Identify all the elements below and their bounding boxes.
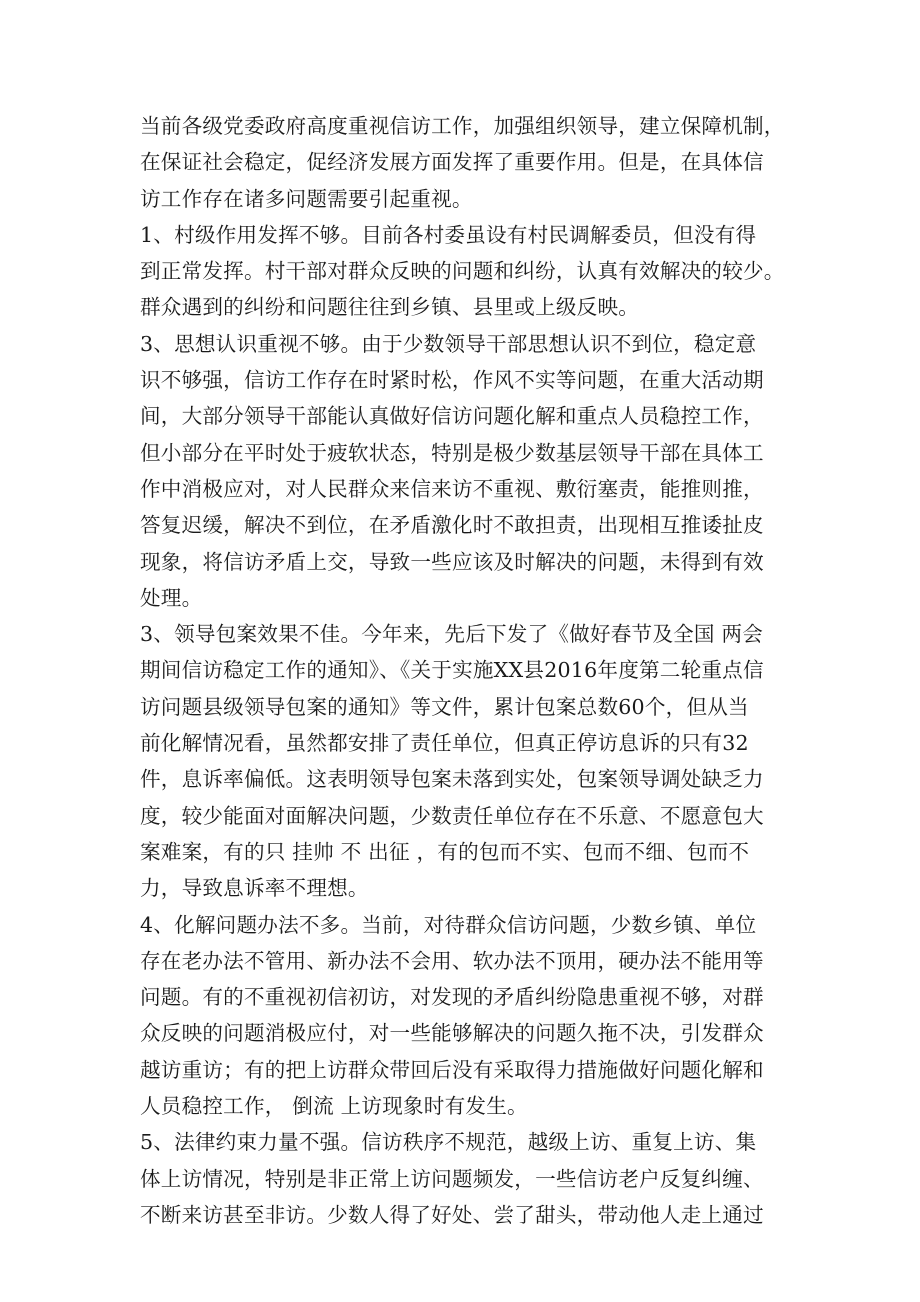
- text-line: 不断来访甚至非访。少数人得了好处、尝了甜头，带动他人走上通过: [140, 1202, 764, 1227]
- text-line: 3、思想认识重视不够。由于少数领导干部思想认识不到位，稳定意: [140, 331, 757, 356]
- text-line: 力，导致息诉率不理想。: [140, 876, 369, 901]
- text-line: 度，较少能面对面解决问题，少数责任单位存在不乐意、不愿意包大: [140, 803, 764, 828]
- text-line: 前化解情况看，虽然都安排了责任单位，但真正停访息诉的只有32: [140, 731, 749, 756]
- text-line: 期间信访稳定工作的通知》、《关于实施XX县2016年度第二轮重点信: [140, 658, 764, 683]
- text-line: 识不够强，信访工作存在时紧时松，作风不实等问题，在重大活动期: [140, 368, 764, 393]
- text-line: 答复迟缓，解决不到位，在矛盾激化时不敢担责，出现相互推诿扯皮: [140, 513, 764, 538]
- text-line: 3、领导包案效果不佳。今年来，先后下发了《做好春节及全国 两会: [140, 622, 764, 647]
- text-line: 现象，将信访矛盾上交，导致一些应该及时解决的问题，未得到有效: [140, 549, 764, 574]
- text-line: 群众遇到的纠纷和问题往往到乡镇、县里或上级反映。: [140, 295, 640, 320]
- text-line: 案难案，有的只 挂帅 不 出征 ，有的包而不实、包而不细、包而不: [140, 839, 750, 864]
- text-line: 间，大部分领导干部能认真做好信访问题化解和重点人员稳控工作，: [140, 404, 764, 429]
- text-line: 访工作存在诸多问题需要引起重视。: [140, 186, 473, 211]
- text-line: 众反映的问题消极应付，对一些能够解决的问题久拖不决，引发群众: [140, 1021, 764, 1046]
- text-line: 问题。有的不重视初信初访，对发现的矛盾纠纷隐患重视不够，对群: [140, 985, 764, 1010]
- text-line: 处理。: [140, 585, 203, 610]
- text-line: 在保证社会稳定，促经济发展方面发挥了重要作用。但是，在具体信: [140, 150, 764, 175]
- text-line: 当前各级党委政府高度重视信访工作，加强组织领导，建立保障机制，: [140, 114, 785, 138]
- text-line: 但小部分在平时处于疲软状态，特别是极少数基层领导干部在具体工: [140, 440, 764, 465]
- text-line: 到正常发挥。村干部对群众反映的问题和纠纷，认真有效解决的较少。: [140, 259, 785, 284]
- text-line: 人员稳控工作， 倒流 上访现象时有发生。: [140, 1094, 528, 1119]
- document-body: [140, 108, 790, 1233]
- text-line: 作中消极应对，对人民群众来信来访不重视、敷衍塞责，能推则推，: [140, 476, 764, 501]
- text-line: 体上访情况，特别是非正常上访问题频发，一些信访老户反复纠缠、: [140, 1166, 764, 1191]
- text-line: 访问题县级领导包案的通知》等文件，累计包案总数60个，但从当: [140, 694, 749, 719]
- text-line: 1、村级作用发挥不够。目前各村委虽设有村民调解委员，但没有得: [140, 222, 757, 247]
- text-line: 4、化解问题办法不多。当前，对待群众信访问题，少数乡镇、单位: [140, 912, 757, 937]
- text-line: 越访重访；有的把上访群众带回后没有采取得力措施做好问题化解和: [140, 1057, 764, 1082]
- text-line: 件，息诉率偏低。这表明领导包案未落到实处，包案领导调处缺乏力: [140, 767, 764, 792]
- text-line: 5、法律约束力量不强。信访秩序不规范，越级上访、重复上访、集: [140, 1130, 757, 1155]
- text-line: 存在老办法不管用、新办法不会用、软办法不顶用，硬办法不能用等: [140, 948, 764, 973]
